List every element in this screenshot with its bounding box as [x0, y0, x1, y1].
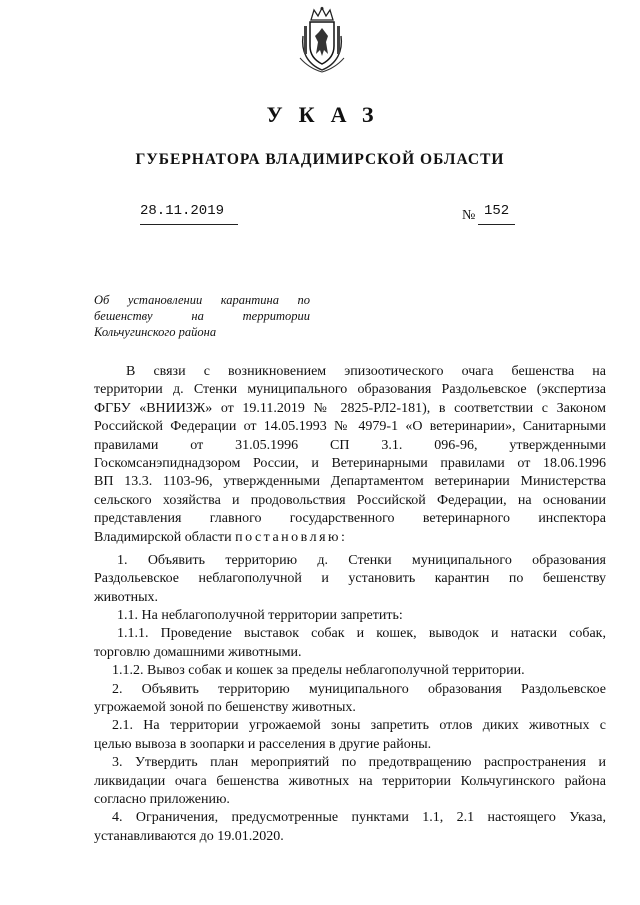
preamble-paragraph: [94, 363, 606, 547]
item-1-1-1: [94, 625, 606, 662]
item-1: [94, 552, 606, 607]
text-line: ФГБУ «ВНИИЗЖ» от 19.11.2019 № 2825-РЛ2-181), в соответствии с Законом: [94, 400, 606, 416]
number-underline: [478, 224, 515, 225]
text-line: представления главного государственного ветеринарного инспектора: [94, 511, 606, 527]
item-3: [94, 754, 606, 809]
text-line: 3. Утвердить план мероприятий по предотвращению распространения и: [112, 755, 606, 771]
preamble-end: Владимирской области: [94, 529, 232, 545]
date-underline: [140, 224, 238, 225]
document-number: 152: [484, 203, 510, 219]
decree-keyword: постановляю:: [235, 529, 348, 545]
number-sign: №: [462, 208, 476, 223]
text-line: согласно приложению.: [94, 791, 230, 807]
subject-line: бешенству на территории: [94, 309, 310, 323]
text-line: В связи с возникновением эпизоотического очага бешенства на: [126, 364, 606, 379]
document-subject: [94, 292, 310, 340]
text-line: торговлю домашними животными.: [94, 644, 302, 660]
text-line: 2. Объявить территорию муниципального образования Раздольевское: [112, 681, 606, 697]
text-line: территории д. Стенки муниципального образования Раздольевское (экспертиза: [94, 382, 606, 398]
text-line: угрожаемой зоной по бешенству животных.: [94, 700, 356, 716]
subject-line: Кольчугинского района: [94, 325, 217, 339]
text-line: Раздольевское неблагополучной и установить карантин по бешенству: [94, 571, 606, 587]
text-line: ВП 13.3. 1103-96, утвержденными Департаментом ветеринарии Министерства: [94, 474, 606, 490]
text-line: животных.: [94, 589, 159, 605]
text-line: [94, 529, 606, 547]
text-line: устанавливаются до 19.01.2020.: [94, 828, 284, 844]
text-line: Российской Федерации от 14.05.1993 № 4979-1 «О ветеринарии», Санитарными: [94, 419, 606, 435]
text-line: 1.1.1. Проведение выставок собак и кошек, выводок и натаски собак,: [117, 626, 606, 642]
text-line: правилами от 31.05.1996 СП 3.1. 096-96, утвержденными: [94, 437, 606, 453]
document-body: [94, 363, 606, 846]
text-line: сельского хозяйства и продовольствия Российской Федерации, на основании: [94, 492, 606, 508]
document-issuer: ГУБЕРНАТОРА ВЛАДИМИРСКОЙ ОБЛАСТИ: [135, 151, 505, 168]
text-line: 2.1. На территории угрожаемой зоны запретить отлов диких животных с: [112, 718, 606, 734]
coat-of-arms-emblem: [297, 6, 347, 74]
text-line: целью вывоза в зоопарки и расселения в другие районы.: [94, 736, 432, 752]
text-line: ликвидации очага бешенства животных на территории Кольчугинского района: [94, 773, 606, 789]
text-line: Госкомсанэпиднадзором России, и Ветеринарными правилами от 18.06.1996: [94, 455, 606, 471]
item-2-1: [94, 717, 606, 754]
document-title: УКАЗ: [266, 102, 390, 127]
text-line: 1.1. На неблагополучной территории запретить:: [117, 608, 403, 624]
text-line: 1.1.2. Вывоз собак и кошек за пределы неблагополучной территории.: [112, 663, 525, 679]
text-line: 1. Объявить территорию д. Стенки муниципального образования: [117, 552, 606, 568]
item-4: [94, 809, 606, 846]
item-1-1-2: [94, 662, 606, 680]
document-date: 28.11.2019: [140, 203, 225, 219]
item-1-1: [94, 607, 606, 625]
item-2: [94, 681, 606, 718]
text-line: 4. Ограничения, предусмотренные пунктами 1.1, 2.1 настоящего Указа,: [112, 810, 606, 826]
subject-line: Об установлении карантина по: [94, 293, 310, 307]
